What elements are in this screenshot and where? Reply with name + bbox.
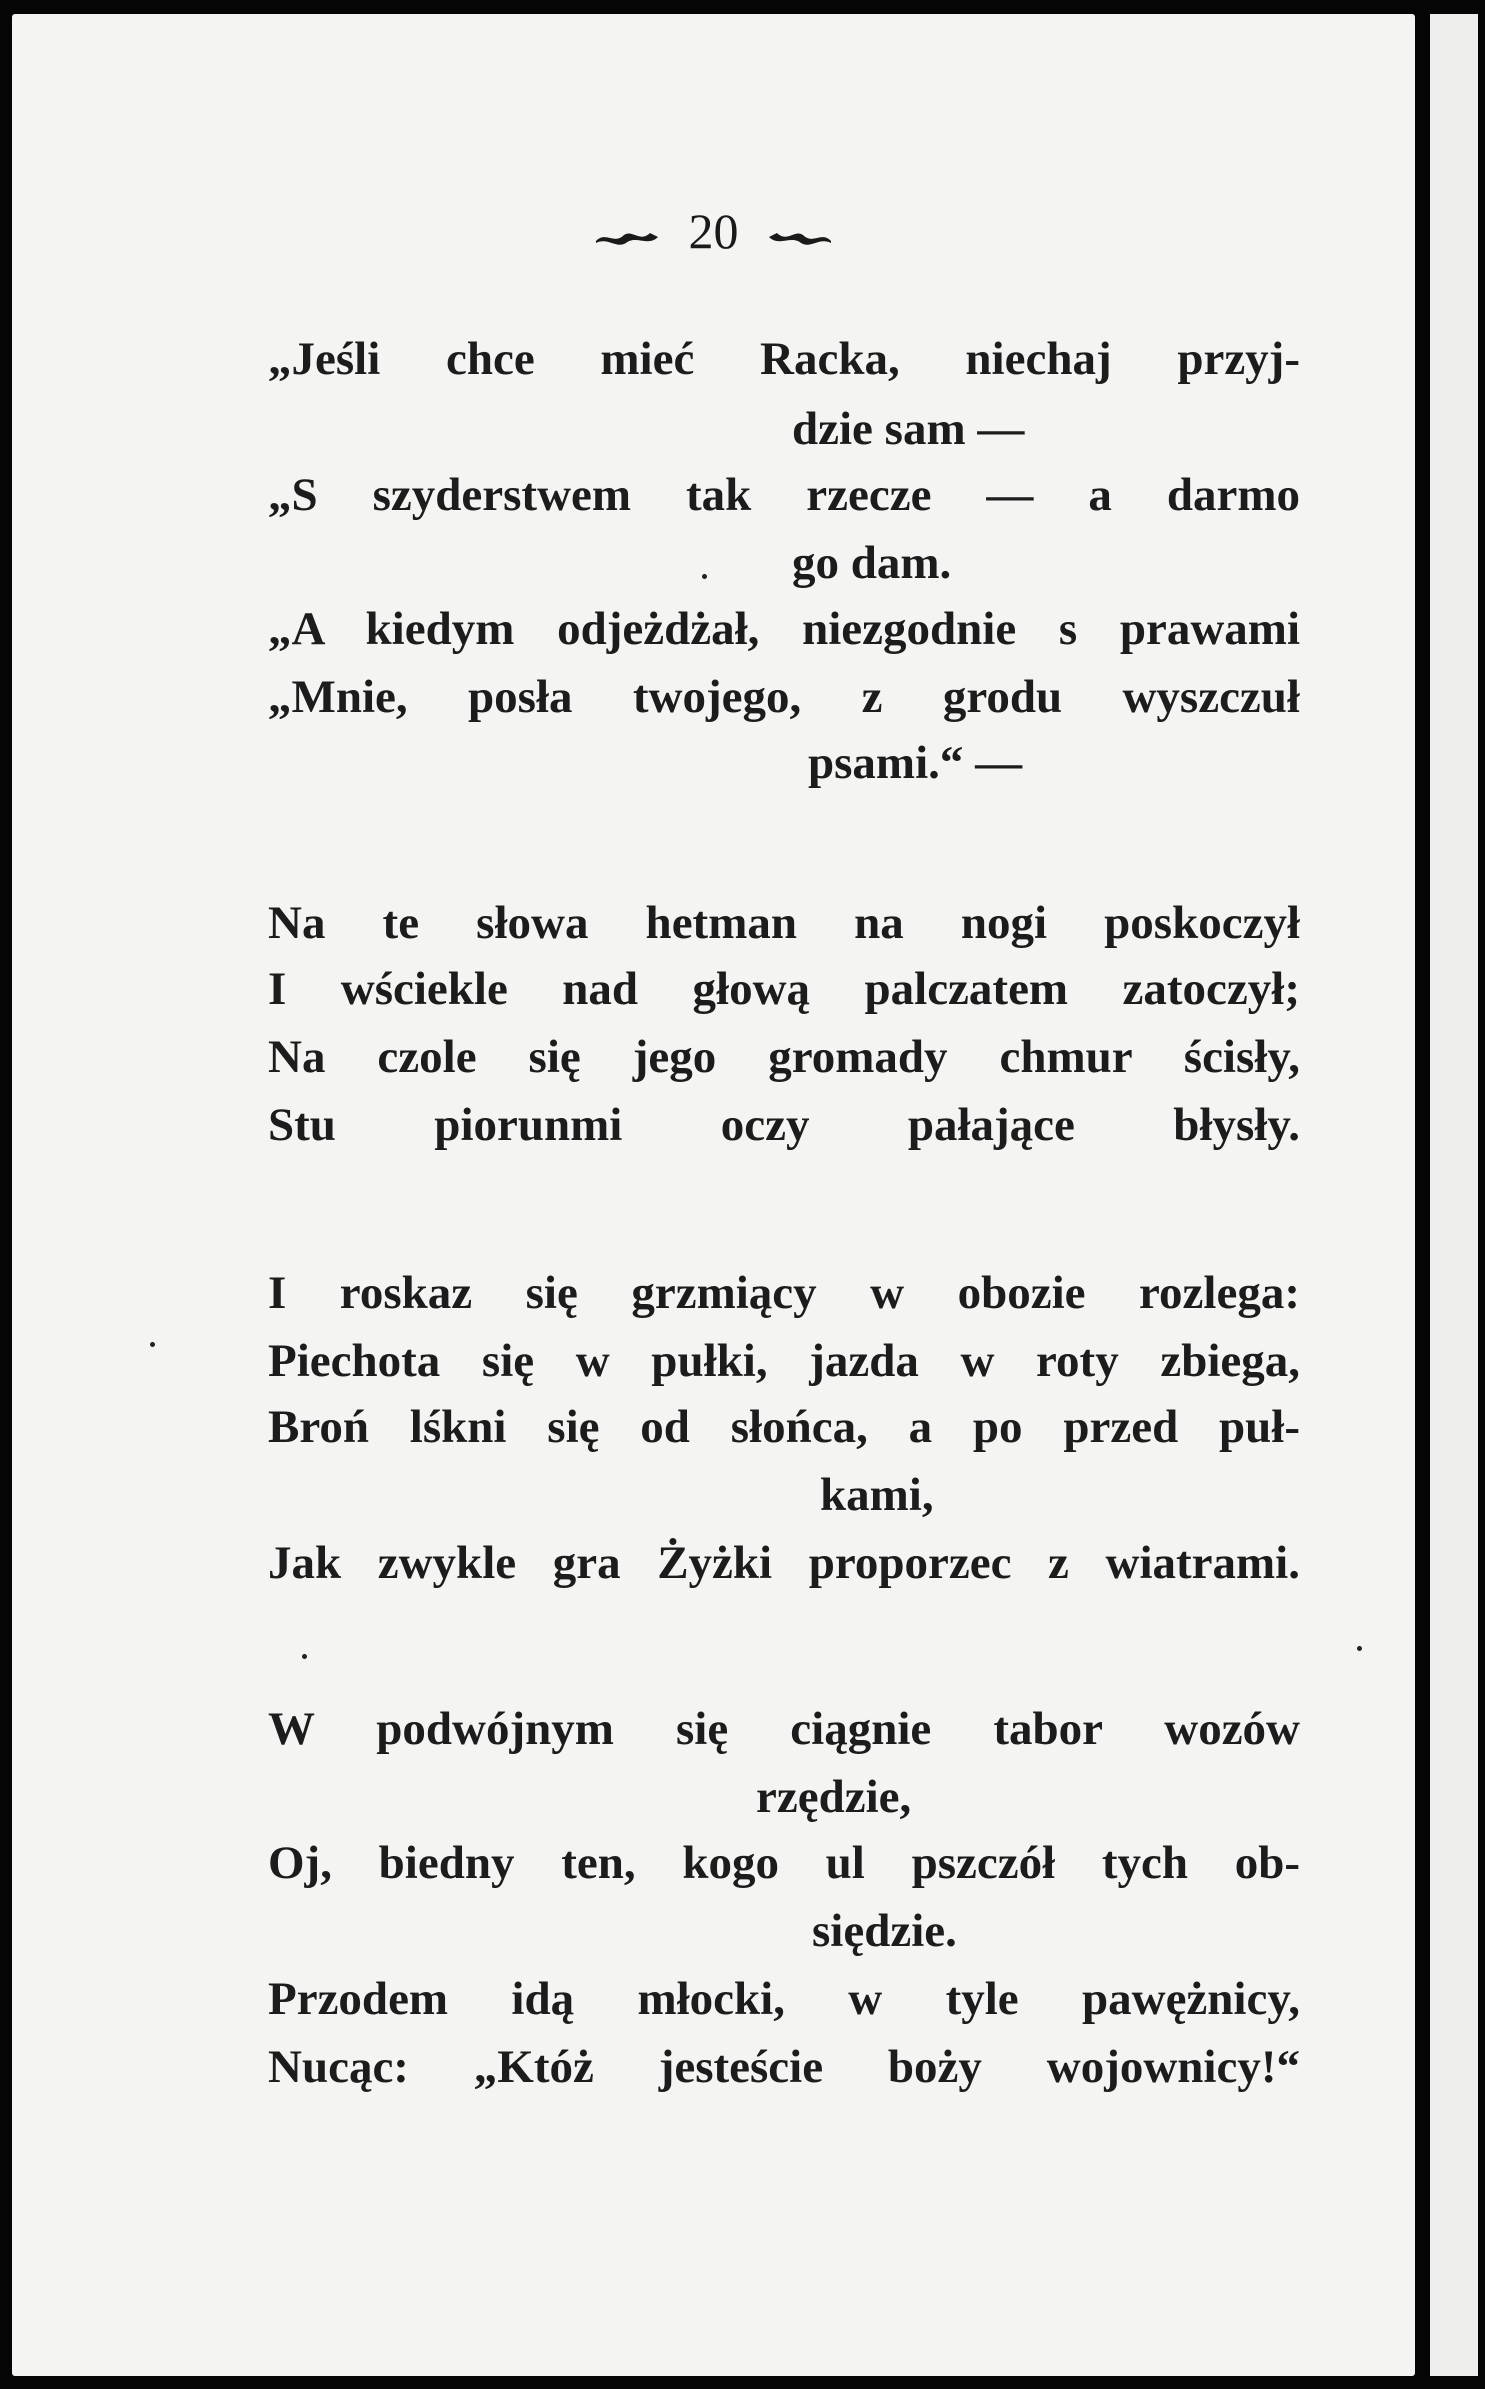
verse-line: Na te słowa hetman na nogi poskoczył (268, 897, 1300, 949)
verse-line: Jak zwykle gra Żyżki proporzec z wiatrami. (268, 1537, 1300, 1589)
verse-line: Nucąc: „Któż jesteście boży wojownicy!“ (268, 2041, 1300, 2093)
ink-speck (302, 1654, 307, 1659)
right-ornament-icon (765, 225, 835, 249)
verse-line: I wściekle nad głową palczatem zatoczył; (268, 963, 1300, 1015)
page-number: 20 (688, 203, 739, 259)
verse-line: Oj, biedny ten, kogo ul pszczół tych ob- (268, 1837, 1300, 1889)
verse-line-continuation: psami.“ — (808, 737, 1023, 789)
ink-speck (150, 1342, 155, 1347)
verse-line: „Mnie, posła twojego, z grodu wyszczuł (268, 671, 1300, 723)
verse-line: Piechota się w pułki, jazda w roty zbiega, (268, 1335, 1300, 1387)
verse-line: „A kiedym odjeżdżał, niezgodnie s prawami (268, 603, 1300, 655)
ink-speck (1357, 1646, 1362, 1651)
verse-line-continuation: dzie sam — (792, 403, 1025, 455)
facing-page-edge (1430, 14, 1478, 2376)
verse-line: Broń lśkni się od słońca, a po przed puł- (268, 1401, 1300, 1453)
page-header (12, 202, 1415, 260)
verse-line-continuation: rzędzie, (756, 1771, 912, 1823)
left-ornament-icon (592, 225, 662, 249)
book-page (12, 14, 1415, 2376)
verse-line: „Jeśli chce mieć Racka, niechaj przyj- (268, 333, 1300, 385)
verse-line: Na czole się jego gromady chmur ścisły, (268, 1031, 1300, 1083)
verse-line-continuation: siędzie. (812, 1905, 957, 1957)
verse-line: W podwójnym się ciągnie tabor wozów (268, 1703, 1300, 1755)
verse-line: Przodem idą młocki, w tyle pawężnicy, (268, 1973, 1300, 2025)
verse-line: „S szyderstwem tak rzecze — a darmo (268, 469, 1300, 521)
verse-line-continuation: kami, (820, 1469, 934, 1521)
verse-line-continuation: go dam. (792, 537, 952, 589)
verse-line: Stu piorunmi oczy pałające błysły. (268, 1099, 1300, 1151)
ink-speck (702, 574, 707, 579)
verse-line: I roskaz się grzmiący w obozie rozlega: (268, 1267, 1300, 1319)
